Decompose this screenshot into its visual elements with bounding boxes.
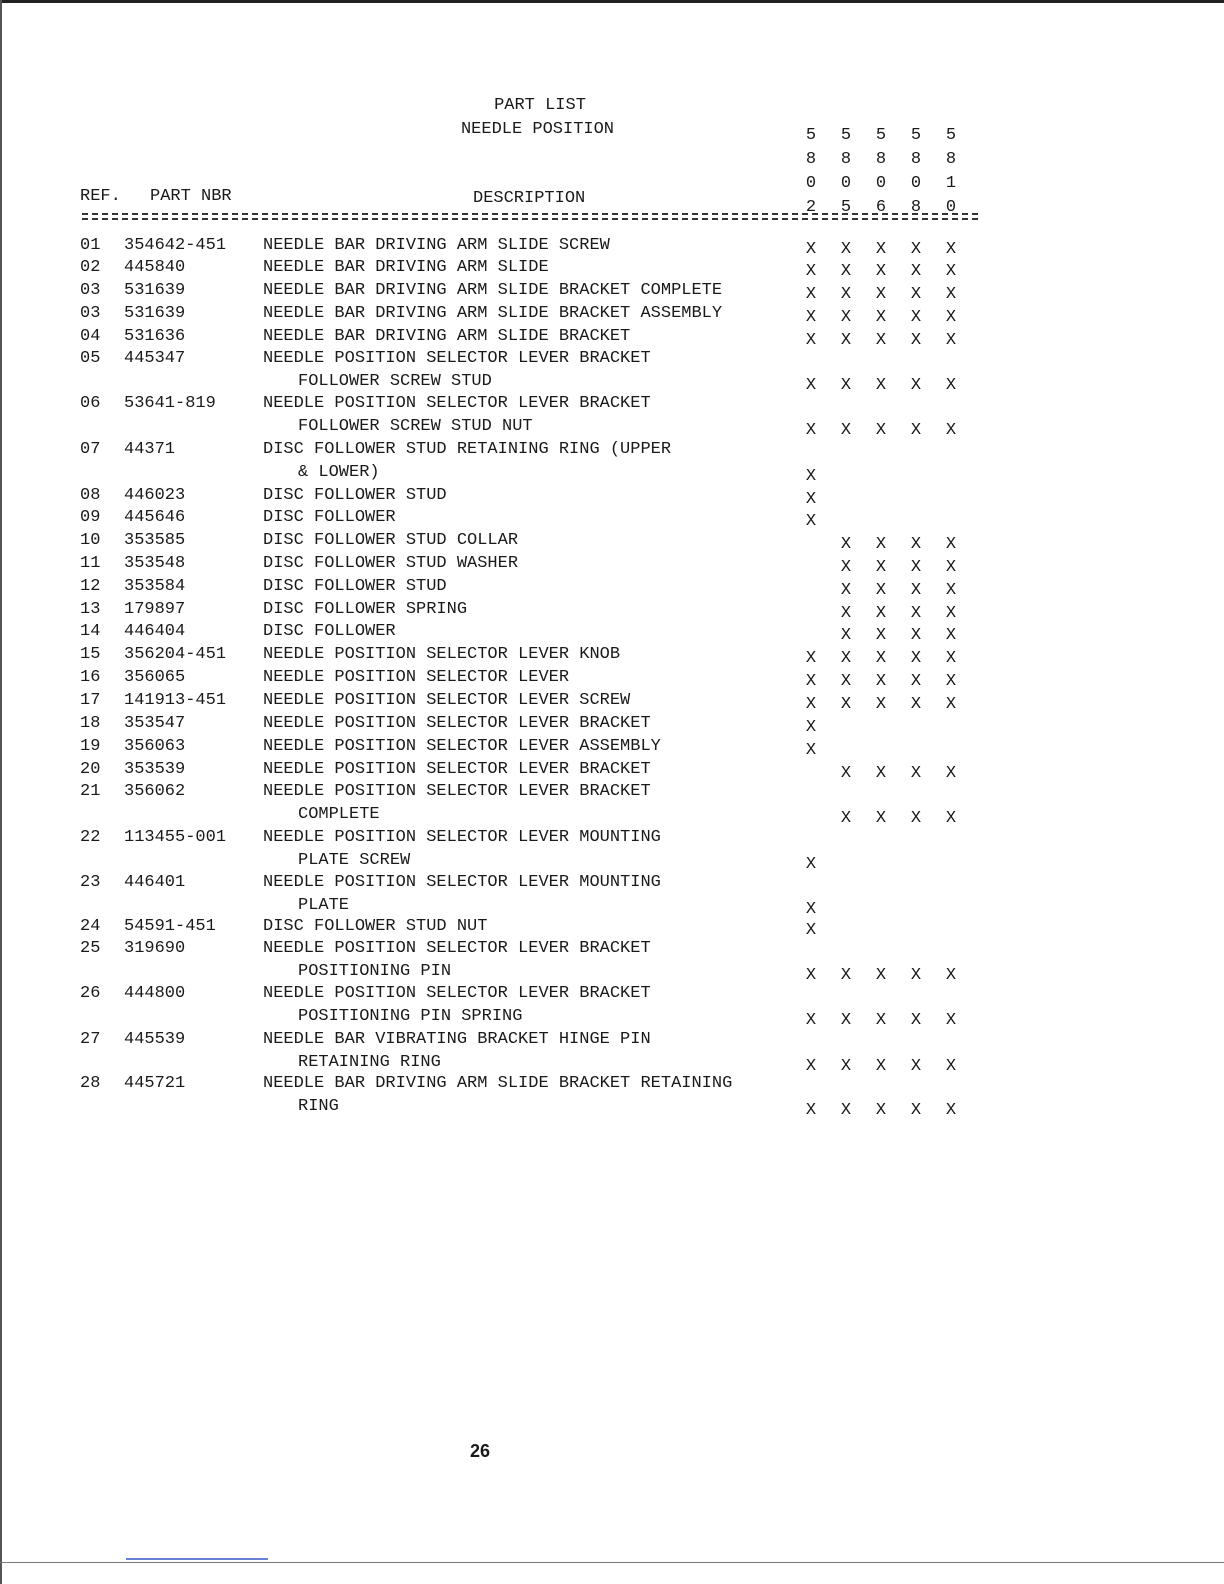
description-cell: NEEDLE POSITION SELECTOR LEVER BRACKET — [263, 714, 651, 733]
model-mark: X — [805, 331, 817, 350]
ref-cell: 18 — [80, 714, 101, 733]
model-mark: X — [840, 809, 852, 828]
description-cell: NEEDLE BAR VIBRATING BRACKET HINGE PIN — [263, 1030, 651, 1049]
part-number-cell: 445646 — [124, 508, 186, 527]
description-cell: NEEDLE POSITION SELECTOR LEVER MOUNTING — [263, 873, 661, 892]
description-cell: DISC FOLLOWER — [263, 508, 396, 527]
part-number-cell: 353585 — [124, 531, 186, 550]
table-row — [0, 917, 1224, 940]
table-row — [0, 782, 1224, 828]
model-digit: 2 — [805, 198, 817, 217]
model-mark: X — [910, 966, 922, 985]
ref-cell: 21 — [80, 782, 101, 801]
description-cell: NEEDLE POSITION SELECTOR LEVER BRACKET — [263, 349, 651, 368]
table-row — [0, 554, 1224, 577]
ref-cell: 24 — [80, 917, 101, 936]
ref-cell: 03 — [80, 304, 101, 323]
part-number-cell: 445840 — [124, 258, 186, 277]
model-mark: X — [910, 331, 922, 350]
model-mark: X — [945, 1101, 957, 1120]
model-column-4 — [941, 124, 961, 220]
table-row — [0, 760, 1224, 783]
model-digit: 0 — [945, 198, 957, 217]
model-mark: X — [875, 285, 887, 304]
table-row — [0, 737, 1224, 760]
model-mark: X — [945, 764, 957, 783]
model-column-2 — [871, 124, 891, 220]
model-mark: X — [910, 558, 922, 577]
table-row — [0, 349, 1224, 395]
model-mark: X — [805, 1057, 817, 1076]
ref-cell: 19 — [80, 737, 101, 756]
model-mark: X — [875, 626, 887, 645]
model-mark: X — [875, 308, 887, 327]
model-digit: 8 — [805, 150, 817, 169]
description-cell: NEEDLE BAR DRIVING ARM SLIDE BRACKET ASSEMBLY — [263, 304, 723, 323]
table-row — [0, 394, 1224, 440]
model-mark: X — [840, 695, 852, 714]
table-row — [0, 486, 1224, 509]
model-mark: X — [945, 558, 957, 577]
description-continuation: PLATE SCREW — [298, 851, 411, 870]
description-cell: NEEDLE POSITION SELECTOR LEVER BRACKET — [263, 984, 651, 1003]
description-cell: DISC FOLLOWER STUD — [263, 577, 447, 596]
model-digit: 5 — [805, 126, 817, 145]
part-number-cell: 319690 — [124, 939, 186, 958]
ref-cell: 16 — [80, 668, 101, 687]
model-mark: X — [945, 240, 957, 259]
table-row — [0, 939, 1224, 985]
table-row — [0, 281, 1224, 304]
model-mark: X — [945, 376, 957, 395]
model-mark: X — [840, 581, 852, 600]
header-ref: REF. — [80, 187, 121, 206]
ref-cell: 26 — [80, 984, 101, 1003]
description-cell: NEEDLE BAR DRIVING ARM SLIDE SCREW — [263, 236, 610, 255]
ref-cell: 11 — [80, 554, 101, 573]
model-mark: X — [805, 467, 817, 486]
model-mark: X — [910, 1011, 922, 1030]
ref-cell: 23 — [80, 873, 101, 892]
model-mark: X — [875, 581, 887, 600]
model-mark: X — [840, 308, 852, 327]
model-mark: X — [875, 535, 887, 554]
table-row — [0, 668, 1224, 691]
model-mark: X — [805, 1011, 817, 1030]
model-mark: X — [875, 672, 887, 691]
part-number-cell: 444800 — [124, 984, 186, 1003]
model-mark: X — [805, 695, 817, 714]
part-number-cell: 54591-451 — [124, 917, 216, 936]
description-continuation: & LOWER) — [298, 463, 380, 482]
model-mark: X — [945, 966, 957, 985]
model-mark: X — [945, 581, 957, 600]
table-row — [0, 304, 1224, 327]
table-row — [0, 440, 1224, 486]
ref-cell: 05 — [80, 349, 101, 368]
model-mark: X — [945, 649, 957, 668]
description-cell: DISC FOLLOWER STUD NUT — [263, 917, 488, 936]
model-mark: X — [875, 1011, 887, 1030]
part-number-cell: 353584 — [124, 577, 186, 596]
model-mark: X — [840, 535, 852, 554]
ref-cell: 06 — [80, 394, 101, 413]
table-row — [0, 691, 1224, 714]
model-digit: 1 — [945, 174, 957, 193]
model-mark: X — [945, 421, 957, 440]
part-number-cell: 353539 — [124, 760, 186, 779]
model-mark: X — [840, 331, 852, 350]
model-mark: X — [875, 1101, 887, 1120]
table-row — [0, 984, 1224, 1030]
ref-cell: 10 — [80, 531, 101, 550]
model-mark: X — [910, 672, 922, 691]
model-column-1 — [836, 124, 856, 220]
model-mark: X — [945, 308, 957, 327]
model-mark: X — [805, 672, 817, 691]
model-mark: X — [840, 262, 852, 281]
table-row — [0, 258, 1224, 281]
model-mark: X — [875, 604, 887, 623]
description-cell: NEEDLE POSITION SELECTOR LEVER BRACKET — [263, 394, 651, 413]
top-border — [0, 0, 1224, 3]
ref-cell: 17 — [80, 691, 101, 710]
description-continuation: POSITIONING PIN — [298, 962, 452, 981]
table-row — [0, 1030, 1224, 1076]
model-mark: X — [805, 308, 817, 327]
model-mark: X — [910, 535, 922, 554]
header-description: DESCRIPTION — [473, 189, 586, 208]
model-mark: X — [945, 285, 957, 304]
model-mark: X — [840, 376, 852, 395]
model-mark: X — [805, 421, 817, 440]
part-number-cell: 353548 — [124, 554, 186, 573]
ref-cell: 12 — [80, 577, 101, 596]
table-row — [0, 236, 1224, 259]
model-mark: X — [875, 695, 887, 714]
part-number-cell: 53641-819 — [124, 394, 216, 413]
table-row — [0, 508, 1224, 531]
model-mark: X — [945, 604, 957, 623]
part-number-cell: 531636 — [124, 327, 186, 346]
description-cell: NEEDLE POSITION SELECTOR LEVER BRACKET — [263, 782, 651, 801]
part-number-cell: 446401 — [124, 873, 186, 892]
table-row — [0, 600, 1224, 623]
model-digit: 5 — [910, 126, 922, 145]
description-cell: DISC FOLLOWER SPRING — [263, 600, 468, 619]
model-mark: X — [945, 535, 957, 554]
model-mark: X — [945, 672, 957, 691]
ref-cell: 09 — [80, 508, 101, 527]
table-row — [0, 1074, 1224, 1120]
model-mark: X — [805, 240, 817, 259]
model-mark: X — [805, 285, 817, 304]
model-mark: X — [840, 1011, 852, 1030]
model-mark: X — [945, 1011, 957, 1030]
model-mark: X — [910, 809, 922, 828]
table-row — [0, 327, 1224, 350]
ref-cell: 14 — [80, 622, 101, 641]
part-number-cell: 179897 — [124, 600, 186, 619]
description-continuation: POSITIONING PIN SPRING — [298, 1007, 523, 1026]
page-title: PART LIST — [494, 96, 586, 115]
footer-mark — [126, 1558, 268, 1560]
description-continuation: COMPLETE — [298, 805, 380, 824]
part-number-cell: 356063 — [124, 737, 186, 756]
table-row — [0, 714, 1224, 737]
model-mark: X — [840, 672, 852, 691]
model-mark: X — [910, 1057, 922, 1076]
description-cell: DISC FOLLOWER STUD WASHER — [263, 554, 519, 573]
ref-cell: 27 — [80, 1030, 101, 1049]
model-mark: X — [840, 966, 852, 985]
model-digit: 8 — [840, 150, 852, 169]
ref-cell: 08 — [80, 486, 101, 505]
model-mark: X — [840, 626, 852, 645]
part-number-cell: 141913-451 — [124, 691, 227, 710]
model-column-3 — [906, 124, 926, 220]
model-mark: X — [875, 966, 887, 985]
model-mark: X — [910, 1101, 922, 1120]
ref-cell: 25 — [80, 939, 101, 958]
part-number-cell: 356062 — [124, 782, 186, 801]
model-mark: X — [840, 558, 852, 577]
model-mark: X — [840, 1101, 852, 1120]
model-mark: X — [910, 262, 922, 281]
model-mark: X — [945, 331, 957, 350]
description-cell: NEEDLE POSITION SELECTOR LEVER MOUNTING — [263, 828, 661, 847]
description-continuation: FOLLOWER SCREW STUD — [298, 372, 492, 391]
header-separator — [82, 213, 978, 220]
description-cell: DISC FOLLOWER STUD RETAINING RING (UPPER — [263, 440, 672, 459]
bottom-border — [0, 1562, 1224, 1563]
model-mark: X — [875, 421, 887, 440]
description-cell: NEEDLE POSITION SELECTOR LEVER — [263, 668, 570, 687]
model-digit: 5 — [840, 126, 852, 145]
model-digit: 8 — [910, 198, 922, 217]
model-mark: X — [910, 421, 922, 440]
table-row — [0, 577, 1224, 600]
ref-cell: 07 — [80, 440, 101, 459]
model-mark: X — [805, 741, 817, 760]
part-number-cell: 44371 — [124, 440, 176, 459]
model-mark: X — [805, 966, 817, 985]
description-cell: NEEDLE BAR DRIVING ARM SLIDE BRACKET COMPLETE — [263, 281, 723, 300]
model-mark: X — [910, 764, 922, 783]
description-continuation: FOLLOWER SCREW STUD NUT — [298, 417, 533, 436]
model-mark: X — [910, 285, 922, 304]
model-mark: X — [840, 649, 852, 668]
model-mark: X — [875, 558, 887, 577]
part-number-cell: 531639 — [124, 304, 186, 323]
model-column-0 — [801, 124, 821, 220]
model-mark: X — [805, 900, 817, 919]
description-cell: NEEDLE BAR DRIVING ARM SLIDE BRACKET RETAINING — [263, 1074, 733, 1093]
model-mark: X — [805, 262, 817, 281]
description-cell: DISC FOLLOWER — [263, 622, 396, 641]
description-continuation: RETAINING RING — [298, 1053, 441, 1072]
model-mark: X — [910, 649, 922, 668]
ref-cell: 22 — [80, 828, 101, 847]
model-mark: X — [840, 421, 852, 440]
model-digit: 5 — [945, 126, 957, 145]
model-mark: X — [840, 604, 852, 623]
model-mark: X — [910, 695, 922, 714]
ref-cell: 20 — [80, 760, 101, 779]
table-row — [0, 645, 1224, 668]
description-continuation: PLATE — [298, 896, 350, 915]
description-cell: NEEDLE POSITION SELECTOR LEVER BRACKET — [263, 939, 651, 958]
ref-cell: 03 — [80, 281, 101, 300]
header-part-number: PART NBR — [150, 187, 232, 206]
model-digit: 5 — [875, 126, 887, 145]
model-digit: 8 — [875, 150, 887, 169]
part-number-cell: 356065 — [124, 668, 186, 687]
model-mark: X — [910, 308, 922, 327]
part-number-cell: 354642-451 — [124, 236, 227, 255]
model-digit: 5 — [840, 198, 852, 217]
model-mark: X — [875, 262, 887, 281]
model-mark: X — [840, 764, 852, 783]
model-mark: X — [805, 490, 817, 509]
model-mark: X — [910, 240, 922, 259]
model-digit: 8 — [945, 150, 957, 169]
model-mark: X — [945, 262, 957, 281]
model-digit: 0 — [875, 174, 887, 193]
model-mark: X — [805, 376, 817, 395]
part-number-cell: 446023 — [124, 486, 186, 505]
description-cell: NEEDLE POSITION SELECTOR LEVER BRACKET — [263, 760, 651, 779]
model-mark: X — [805, 855, 817, 874]
description-continuation: RING — [298, 1097, 339, 1116]
description-cell: NEEDLE POSITION SELECTOR LEVER SCREW — [263, 691, 631, 710]
model-mark: X — [875, 331, 887, 350]
page-number: 26 — [469, 1441, 491, 1461]
model-mark: X — [805, 649, 817, 668]
description-cell: NEEDLE BAR DRIVING ARM SLIDE — [263, 258, 549, 277]
part-number-cell: 531639 — [124, 281, 186, 300]
table-row — [0, 531, 1224, 554]
model-mark: X — [875, 376, 887, 395]
model-mark: X — [805, 1101, 817, 1120]
part-number-cell: 353547 — [124, 714, 186, 733]
ref-cell: 01 — [80, 236, 101, 255]
model-mark: X — [805, 512, 817, 531]
model-mark: X — [910, 604, 922, 623]
model-mark: X — [910, 376, 922, 395]
model-digit: 0 — [805, 174, 817, 193]
table-row — [0, 828, 1224, 874]
page-subtitle: NEEDLE POSITION — [460, 120, 615, 139]
model-mark: X — [945, 695, 957, 714]
model-mark: X — [945, 626, 957, 645]
model-digit: 6 — [875, 198, 887, 217]
description-cell: NEEDLE POSITION SELECTOR LEVER ASSEMBLY — [263, 737, 661, 756]
model-mark: X — [945, 1057, 957, 1076]
model-digit: 0 — [910, 174, 922, 193]
model-mark: X — [805, 718, 817, 737]
model-mark: X — [910, 581, 922, 600]
model-mark: X — [840, 285, 852, 304]
model-mark: X — [875, 809, 887, 828]
table-row — [0, 873, 1224, 919]
description-cell: NEEDLE BAR DRIVING ARM SLIDE BRACKET — [263, 327, 631, 346]
model-mark: X — [805, 921, 817, 940]
model-mark: X — [875, 649, 887, 668]
part-number-cell: 445347 — [124, 349, 186, 368]
model-mark: X — [945, 809, 957, 828]
model-mark: X — [875, 240, 887, 259]
ref-cell: 28 — [80, 1074, 101, 1093]
part-number-cell: 113455-001 — [124, 828, 227, 847]
part-number-cell: 445721 — [124, 1074, 186, 1093]
model-digit: 8 — [910, 150, 922, 169]
description-cell: NEEDLE POSITION SELECTOR LEVER KNOB — [263, 645, 621, 664]
model-mark: X — [840, 1057, 852, 1076]
part-number-cell: 356204-451 — [124, 645, 227, 664]
ref-cell: 13 — [80, 600, 101, 619]
model-mark: X — [875, 764, 887, 783]
ref-cell: 15 — [80, 645, 101, 664]
description-cell: DISC FOLLOWER STUD — [263, 486, 447, 505]
part-number-cell: 445539 — [124, 1030, 186, 1049]
description-cell: DISC FOLLOWER STUD COLLAR — [263, 531, 519, 550]
ref-cell: 02 — [80, 258, 101, 277]
table-row — [0, 622, 1224, 645]
model-mark: X — [910, 626, 922, 645]
model-mark: X — [840, 240, 852, 259]
model-mark: X — [875, 1057, 887, 1076]
model-digit: 0 — [840, 174, 852, 193]
ref-cell: 04 — [80, 327, 101, 346]
part-number-cell: 446404 — [124, 622, 186, 641]
